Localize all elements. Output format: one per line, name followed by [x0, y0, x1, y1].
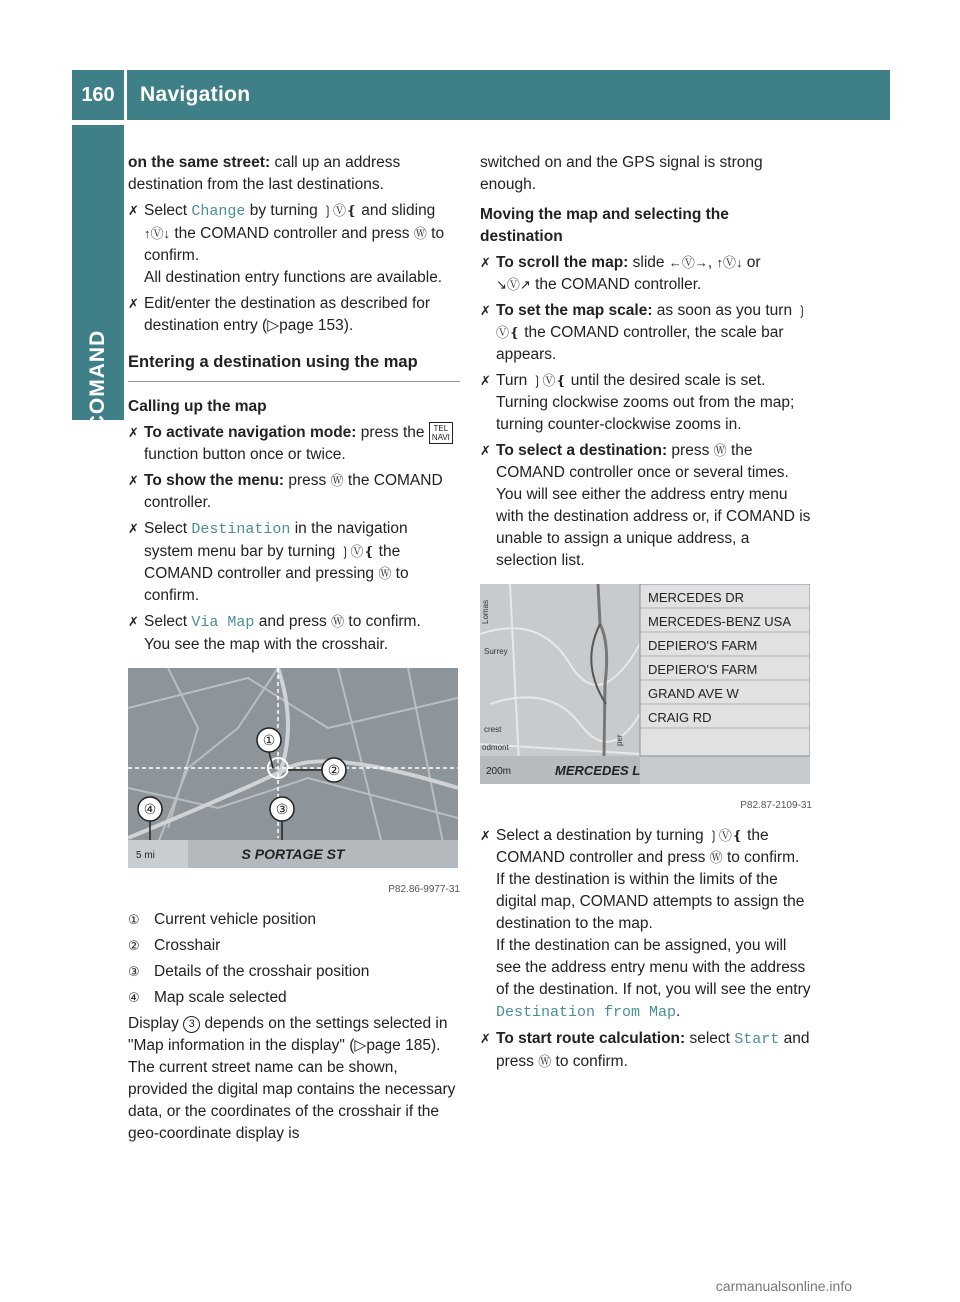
- right-column: [480, 152, 812, 1077]
- legend-number: ②: [128, 938, 140, 954]
- step-text: Select a destination by turning: [496, 827, 708, 844]
- legend-item: [128, 961, 460, 983]
- step-text: and press: [254, 613, 332, 631]
- press-controller-icon: Ⓦ: [713, 443, 727, 458]
- step-show-menu: [128, 470, 460, 514]
- step-note: Turning clockwise zooms out from the map; turning counter-clockwise zooms in.: [496, 394, 795, 433]
- step-text: Edit/enter the destination as described for destination entry (: [144, 295, 431, 334]
- step-bold: To scroll the map:: [496, 254, 629, 271]
- step-text: to confirm.: [551, 1053, 628, 1070]
- page-ref-icon: ▷: [354, 1037, 367, 1055]
- section-heading: Entering a destination using the map: [128, 351, 460, 382]
- step-bold: To show the menu:: [144, 472, 285, 490]
- step-text: press: [667, 442, 714, 459]
- slide-controller-icon: ↑Ⓥ↓: [144, 226, 171, 241]
- step-text: and sliding: [356, 202, 436, 219]
- page-title: Navigation: [140, 83, 251, 106]
- step-select-from-list: [480, 825, 812, 1024]
- step-text: to confirm.: [344, 613, 421, 631]
- para-text: page 185). The current street name can be shown, provided the digital map contains the necessary data, or the coordinates of the crosshair if the geo-coordinate display is: [128, 1037, 456, 1143]
- step-text: the COMAND controller and pressing: [144, 543, 401, 583]
- via-map-code: Via Map: [191, 614, 255, 632]
- map-street-surrey: Surrey: [484, 647, 508, 656]
- figure-caption: P82.86-9977-31: [388, 884, 460, 896]
- step-start-route: [480, 1028, 812, 1073]
- step-text: select: [685, 1030, 735, 1047]
- legend-text: Current vehicle position: [154, 911, 316, 929]
- step-text: Turn: [496, 372, 532, 389]
- map-scale-label: 5 mi: [136, 850, 155, 862]
- list-item: GRAND AVE W: [648, 686, 739, 701]
- map-street-lomas: Lomas: [481, 599, 490, 624]
- step-set-scale: [480, 300, 812, 366]
- step-text: the COMAND controller, the scale bar appears.: [496, 324, 784, 363]
- legend-text: Details of the crosshair position: [154, 963, 370, 981]
- step-note: .: [676, 1003, 681, 1020]
- press-controller-icon: Ⓦ: [330, 473, 344, 489]
- sub-heading: Calling up the map: [128, 398, 267, 415]
- step-select-via-map: [128, 611, 460, 656]
- side-label: COMAND: [86, 329, 109, 431]
- press-controller-icon: Ⓦ: [413, 226, 427, 241]
- map-street-per: per: [615, 734, 624, 746]
- figure-caption: P82.87-2109-31: [740, 800, 812, 811]
- callout-3: ③: [275, 801, 289, 818]
- step-text: press the: [356, 424, 429, 442]
- step-bold: To activate navigation mode:: [144, 424, 357, 442]
- destination-code: Destination: [191, 521, 291, 539]
- step-note: If the destination is within the limits of the digital map, COMAND attempts to assign the destination to the map.: [496, 871, 805, 932]
- callout-4: ④: [143, 801, 157, 818]
- selection-list-figure: [480, 584, 812, 817]
- step-select-change: [128, 200, 460, 289]
- step-text: Select: [144, 520, 192, 538]
- crosshair-map-figure: [128, 668, 460, 901]
- step-text: press: [284, 472, 331, 490]
- list-item: MERCEDES-BENZ USA: [648, 614, 792, 629]
- step-edit-destination: [128, 293, 460, 337]
- tel-badge-top: TEL: [433, 424, 449, 433]
- step-text: the COMAND controller and press: [496, 827, 769, 866]
- step-text: or: [742, 254, 761, 271]
- press-controller-icon: Ⓦ: [331, 614, 345, 630]
- watermark: carmanualsonline.info: [715, 1278, 852, 1294]
- tel-navi-button-icon: [429, 422, 453, 444]
- page-number: 160: [81, 84, 115, 106]
- step-select-destination-map: [480, 440, 812, 572]
- start-code: Start: [734, 1031, 780, 1048]
- step-text: the COMAND controller.: [144, 472, 443, 512]
- map-street-label: S PORTAGE ST: [241, 846, 345, 863]
- step-text: until the desired scale is set.: [566, 372, 766, 389]
- header-divider: [124, 70, 127, 120]
- step-text: in the navigation system menu bar by turning: [144, 520, 408, 561]
- map-street-crest: crest: [484, 725, 502, 734]
- step-bold: To select a destination:: [496, 442, 668, 459]
- step-select-destination: [128, 518, 460, 607]
- step-text: the COMAND controller.: [530, 276, 702, 293]
- turn-controller-icon: ❳Ⓥ❴: [322, 203, 357, 218]
- intro-text: call up an address destination from the last destinations.: [128, 154, 401, 193]
- tel-badge-bottom: NAVI: [431, 433, 450, 442]
- page-header: [72, 70, 890, 120]
- left-column: [128, 152, 460, 1149]
- step-text: the COMAND controller and press: [170, 225, 414, 242]
- turn-controller-icon: ❳Ⓥ❴: [496, 303, 808, 340]
- para-text: Display: [128, 1015, 184, 1033]
- slide-diag-icon: ↘Ⓥ↗: [496, 277, 531, 292]
- list-item: DEPIERO'S FARM: [648, 638, 758, 653]
- step-text: function button once or twice.: [144, 446, 346, 464]
- press-controller-icon: Ⓦ: [378, 566, 392, 582]
- list-item: MERCEDES DR: [648, 590, 745, 605]
- legend-number: ④: [128, 990, 140, 1006]
- turn-controller-icon: ❳Ⓥ❴: [531, 373, 567, 388]
- legend-list: [128, 909, 460, 1009]
- slide-ud-icon: ↑Ⓥ↓: [716, 255, 743, 270]
- map-scale-label: 200m: [486, 766, 512, 777]
- crosshair-map-image: [128, 668, 458, 868]
- step-bold: To start route calculation:: [496, 1030, 686, 1047]
- step-note: If the destination can be assigned, you will see the address entry menu with the address of the destination. If not, you will see the entry: [496, 937, 811, 998]
- step-text: the COMAND controller once or several times. You will see either the address entry menu with the destination address or, if COMAND is unable to assign a unique address, a selection list.: [496, 442, 811, 569]
- map-street-label: MERCEDES L: [555, 763, 641, 778]
- step-text: ,: [707, 254, 717, 271]
- list-item: DEPIERO'S FARM: [648, 662, 758, 677]
- press-controller-icon: Ⓦ: [538, 1054, 552, 1069]
- sub-heading: Moving the map and selecting the destination: [480, 206, 729, 245]
- step-activate-navigation: [128, 422, 460, 466]
- callout-1: ①: [262, 732, 276, 749]
- step-note: All destination entry functions are available.: [144, 269, 443, 286]
- legend-number: ③: [128, 964, 140, 980]
- map-street-odmont: odmont: [482, 743, 509, 752]
- legend-item: [128, 935, 460, 957]
- turn-controller-icon: ❳Ⓥ❴: [707, 828, 743, 843]
- turn-controller-icon: ❳Ⓥ❴: [339, 544, 375, 560]
- press-controller-icon: Ⓦ: [709, 850, 723, 865]
- intro-bold: on the same street:: [128, 154, 271, 171]
- legend-item: [128, 987, 460, 1009]
- step-turn-scale: [480, 370, 812, 436]
- callout-2: ②: [327, 762, 341, 779]
- destination-from-map-code: Destination from Map: [496, 1004, 677, 1021]
- step-note: You see the map with the crosshair.: [144, 636, 389, 654]
- step-text: Select: [144, 202, 192, 219]
- slide-lr-icon: ←Ⓥ→: [668, 255, 708, 270]
- intro-paragraph: [128, 152, 460, 196]
- step-text: and press: [496, 1030, 810, 1070]
- step-text: by turning: [245, 202, 323, 219]
- callout-3-ref: 3: [183, 1016, 200, 1033]
- para-text: depends on the settings selected in "Map information in the display" (: [128, 1015, 448, 1055]
- list-item: CRAIG RD: [648, 710, 712, 725]
- display-paragraph: [128, 1013, 460, 1145]
- change-code: Change: [191, 203, 246, 220]
- continued-paragraph: switched on and the GPS signal is strong enough.: [480, 154, 763, 193]
- page-ref-icon: ▷: [267, 317, 280, 334]
- legend-number: ①: [128, 912, 140, 928]
- step-text: to confirm.: [722, 849, 800, 866]
- legend-text: Map scale selected: [154, 989, 287, 1007]
- selection-list-image: [480, 584, 810, 784]
- step-text: as soon as you turn: [652, 302, 797, 319]
- step-scroll-map: [480, 252, 812, 296]
- step-text: slide: [628, 254, 669, 271]
- step-bold: To set the map scale:: [496, 302, 653, 319]
- step-text: to confirm.: [144, 565, 409, 605]
- legend-item: [128, 909, 460, 931]
- step-text: to confirm.: [144, 225, 445, 264]
- page-ref-text: page 153).: [279, 317, 354, 334]
- legend-text: Crosshair: [154, 937, 221, 955]
- step-text: Select: [144, 613, 192, 631]
